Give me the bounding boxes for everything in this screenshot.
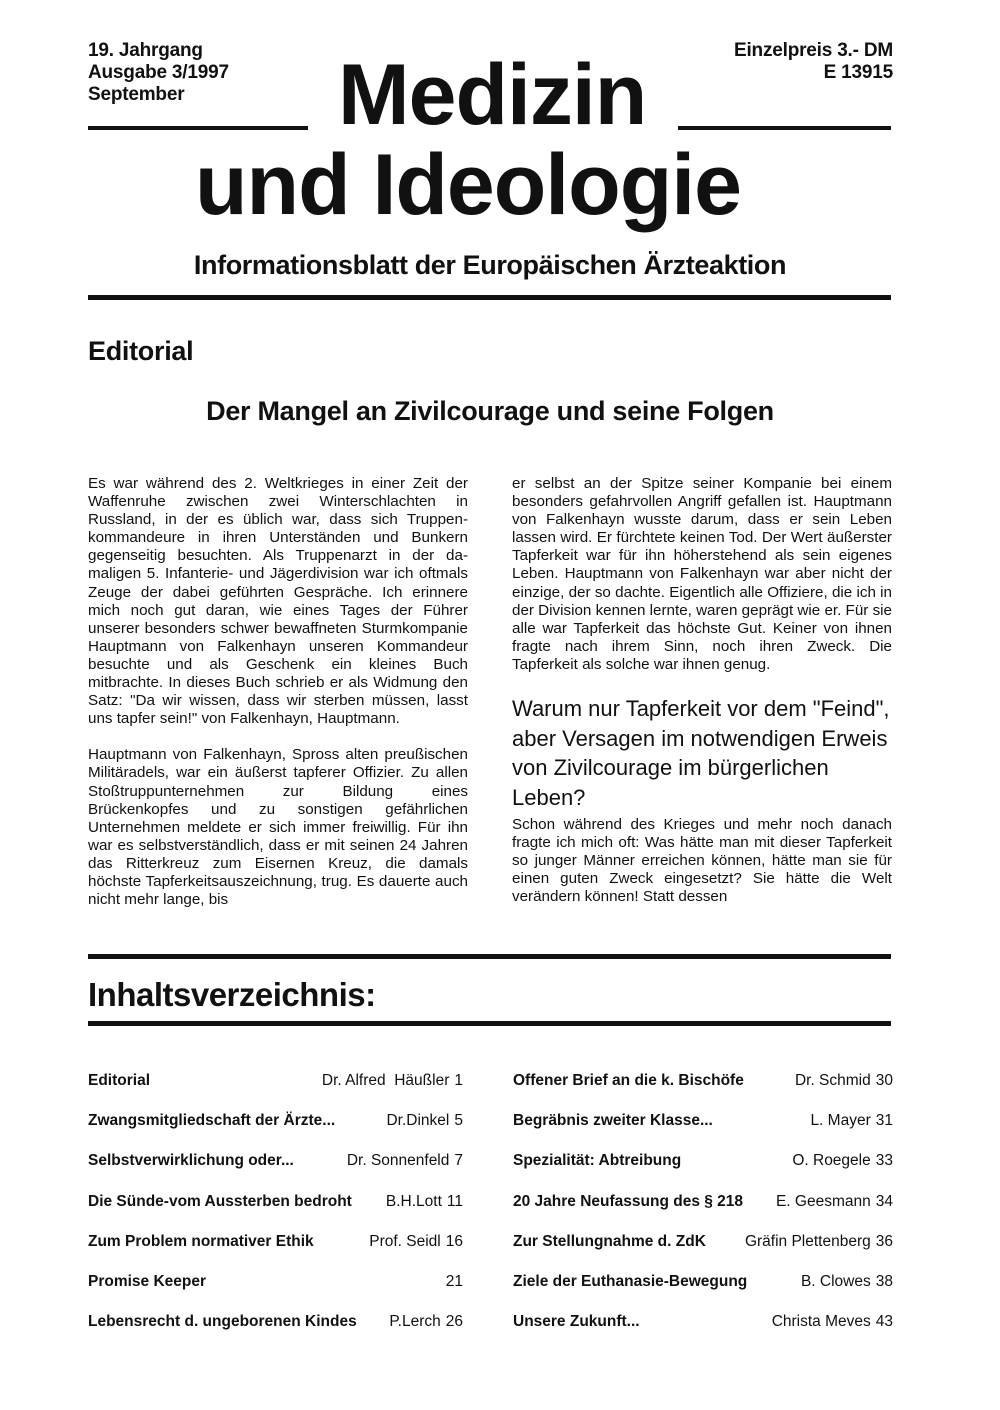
toc-entry-author-page bbox=[389, 1313, 463, 1331]
section-heading-editorial: Editorial bbox=[88, 336, 194, 366]
toc-entry[interactable] bbox=[88, 1233, 463, 1273]
toc-entry-author: Gräfin Plettenberg bbox=[744, 1232, 871, 1250]
publication-subtitle: Informationsblatt der Europäischen Ärzteaktion bbox=[193, 250, 787, 280]
month-label: September bbox=[88, 84, 185, 105]
toc-entry-page: 31 bbox=[875, 1112, 893, 1130]
toc-entry[interactable] bbox=[513, 1313, 893, 1353]
toc-entry-title: Offener Brief an die k. Bischöfe bbox=[513, 1072, 744, 1089]
toc-entry-author: Dr. Alfred Häußler bbox=[321, 1072, 450, 1089]
toc-entry-author-page bbox=[386, 1112, 463, 1130]
toc-entry-author: B.H.Lott bbox=[385, 1192, 442, 1210]
toc-entry[interactable] bbox=[88, 1152, 463, 1192]
toc-entry-author-page bbox=[810, 1112, 893, 1130]
toc-entry-title: Selbstverwirklichung oder... bbox=[88, 1152, 294, 1170]
toc-entry-author-page bbox=[776, 1193, 893, 1211]
article-column-left bbox=[88, 475, 468, 909]
toc-entry-page: 30 bbox=[875, 1072, 893, 1089]
toc-entry-title: 20 Jahre Neufassung des § 218 bbox=[513, 1192, 744, 1210]
toc-entry-author: Dr. Sonnenfeld bbox=[346, 1152, 450, 1170]
toc-entry-author: L. Mayer bbox=[810, 1112, 871, 1130]
toc-entry[interactable] bbox=[513, 1233, 893, 1273]
toc-entry-author-page bbox=[745, 1233, 893, 1251]
article-subheading: Warum nur Tapferkeit vor dem "Feind", aber Versagen im notwendigen Erweis von Zivilcourage im bürgerlichen Leben? bbox=[512, 696, 890, 810]
toc-entry-author: B. Clowes bbox=[800, 1272, 871, 1290]
toc-entry-author-page bbox=[441, 1273, 463, 1291]
toc-entry-author-page bbox=[322, 1072, 463, 1090]
article-paragraph: Hauptmann von Falkenhayn, Spross alten preußischen Militäradels, war ein äußerst tapferer Offizier. Zu allen Stoßtruppunternehmen zur Bildung eines Brückenkopfes und zu sonstigen gefährlichen Unternehmen meldete er sich immer freiwillig. Für ihn war es selbstverständlich, dass er mit seinen 24 Jahren das Ritterkreuz zum Eisernen Kreuz, die damals höchste Tapferkeitsauszeichnung, trug. Es dauerte auch nicht mehr lange, bis bbox=[88, 746, 468, 909]
toc-entry[interactable] bbox=[513, 1112, 893, 1152]
toc-entry-title: Editorial bbox=[88, 1072, 151, 1089]
toc-entry-title: Unsere Zukunft... bbox=[513, 1313, 640, 1331]
toc-entry-page: 11 bbox=[446, 1192, 463, 1210]
price-info bbox=[734, 40, 893, 84]
toc-entry[interactable] bbox=[88, 1273, 463, 1313]
toc-entry-title: Die Sünde-vom Aussterben bedroht bbox=[88, 1192, 352, 1210]
toc-entry-title: Zum Problem normativer Ethik bbox=[88, 1232, 314, 1250]
toc-top-rule bbox=[88, 954, 891, 959]
issue-label: Ausgabe 3/1997 bbox=[88, 62, 229, 83]
issue-info bbox=[88, 40, 229, 106]
toc-bottom-rule bbox=[88, 1021, 891, 1026]
toc-entry-author-page bbox=[795, 1072, 893, 1090]
toc-entry[interactable] bbox=[88, 1193, 463, 1233]
toc-entry[interactable] bbox=[513, 1152, 893, 1192]
toc-entry-author-page bbox=[347, 1152, 463, 1170]
toc-entry[interactable] bbox=[88, 1313, 463, 1353]
toc-entry-author: O. Roegele bbox=[792, 1152, 871, 1170]
toc-entry-page: 34 bbox=[875, 1192, 893, 1210]
toc-entry[interactable] bbox=[88, 1112, 463, 1152]
toc-entry-author: P.Lerch bbox=[389, 1313, 441, 1331]
toc-entry-author-page bbox=[386, 1193, 463, 1211]
article-paragraph: Es war während des 2. Weltkrieges in einer Zeit der Waffenruhe zwischen zwei Winterschlachten in Russland, in der es üblich war, dass sich Truppenkommandeure in ihren Unterständen und Bunkern gegenseitig besuchten. Als Truppenarzt in der damaligen 5. Infanterie- und Jägerdivision war ich oftmals Zeuge der dabei geführten Gespräche. Ich erinnere mich noch gut daran, wie eines Tages der Führer unserer besonders schwer bewaffneten Sturmkompanie Hauptmann von Falkenhayn unseren Kommandeur besuchte und als Geschenk ein kleines Buch mitbrachte. In dieses Buch schrieb er als Widmung den Satz: "Da wir wissen, dass wir sterben müssen, lasst uns tapfer sein!" von Falkenhayn, Hauptmann. bbox=[88, 475, 468, 728]
toc-entry-title: Ziele der Euthanasie-Bewegung bbox=[513, 1272, 748, 1290]
toc-entry-page: 1 bbox=[454, 1072, 463, 1089]
article-title: Der Mangel an Zivilcourage und seine Folgen bbox=[206, 396, 774, 426]
toc-column-right bbox=[513, 1072, 893, 1353]
toc-entry-page: 16 bbox=[445, 1232, 463, 1250]
toc-entry[interactable] bbox=[513, 1072, 893, 1112]
toc-entry-page: 7 bbox=[454, 1152, 463, 1170]
toc-entry-page: 26 bbox=[445, 1313, 463, 1331]
article-column-right bbox=[512, 475, 892, 907]
toc-entry[interactable] bbox=[88, 1072, 463, 1112]
toc-entry-title: Zur Stellungnahme d. ZdK bbox=[513, 1232, 706, 1250]
toc-entry-author-page bbox=[369, 1233, 463, 1251]
publication-title-line1: Medizin bbox=[338, 47, 647, 143]
toc-entry-page: 36 bbox=[875, 1232, 893, 1250]
price-label: Einzelpreis 3.- DM bbox=[734, 40, 893, 61]
toc-entry[interactable] bbox=[513, 1193, 893, 1233]
toc-entry-title: Promise Keeper bbox=[88, 1272, 207, 1290]
toc-entry-author: Prof. Seidl bbox=[369, 1232, 441, 1250]
toc-entry-page: 43 bbox=[875, 1313, 893, 1331]
toc-entry-author: Christa Meves bbox=[771, 1313, 871, 1331]
toc-entry-author-page bbox=[801, 1273, 893, 1291]
toc-entry-title: Zwangsmitgliedschaft der Ärzte... bbox=[88, 1112, 336, 1130]
masthead-rule-left bbox=[88, 126, 308, 130]
article-paragraph: er selbst an der Spitze seiner Kompanie bei einem besonders gefahrvollen Angriff gefallen ist. Hauptmann von Falkenhayn wusste darum, dass er sein Leben lassen wird. Er fürchtete keinen Tod. Der Wert äußerster Tapferkeit war für ihn höherstehend als sein eigenes Leben. Hauptmann von Falkenhayn war aber nicht der einzige, der so dachte. Eigentlich alle Offiziere, die ich in der Division kennen lernte, waren geprägt wie er. Für sie alle war Tapferkeit das höchste Gut. Keiner von ihnen fragte nach ihrem Sinn, noch ihren Zweck. Die Tapferkeit als solche war ihnen genug. bbox=[512, 475, 892, 673]
article-paragraph: Schon während des Krieges und mehr noch danach fragte ich mich oft: Was hätte man mit dieser Tapferkeit so junger Männer erreichen können, hätte man sie für einen guten Zweck eingesetzt? Sie hätte die Welt verändern können! Statt dessen bbox=[512, 816, 892, 906]
toc-column-left bbox=[88, 1072, 463, 1353]
volume-label: 19. Jahrgang bbox=[88, 40, 203, 61]
toc-entry-page: 38 bbox=[875, 1272, 893, 1290]
toc-entry-author: E. Geesmann bbox=[775, 1192, 871, 1210]
publication-title-line2: und Ideologie bbox=[195, 137, 741, 233]
toc-entry-author: Dr. Schmid bbox=[794, 1072, 871, 1089]
toc-entry-page: 21 bbox=[445, 1272, 463, 1290]
toc-entry-author: Dr.Dinkel bbox=[386, 1112, 450, 1130]
toc-entry-page: 5 bbox=[454, 1112, 463, 1130]
registration-number: E 13915 bbox=[823, 62, 893, 83]
toc-entry-title: Lebensrecht d. ungeborenen Kindes bbox=[88, 1313, 357, 1331]
toc-heading: Inhaltsverzeichnis: bbox=[88, 976, 376, 1013]
toc-entry-title: Begräbnis zweiter Klasse... bbox=[513, 1112, 713, 1130]
toc-entry-author-page bbox=[772, 1313, 893, 1331]
toc-entry[interactable] bbox=[513, 1273, 893, 1313]
header-divider bbox=[88, 295, 891, 300]
toc-entry-page: 33 bbox=[875, 1152, 893, 1170]
toc-entry-title: Spezialität: Abtreibung bbox=[513, 1152, 682, 1170]
masthead-rule-right bbox=[678, 126, 891, 130]
toc-entry-author-page bbox=[792, 1152, 893, 1170]
